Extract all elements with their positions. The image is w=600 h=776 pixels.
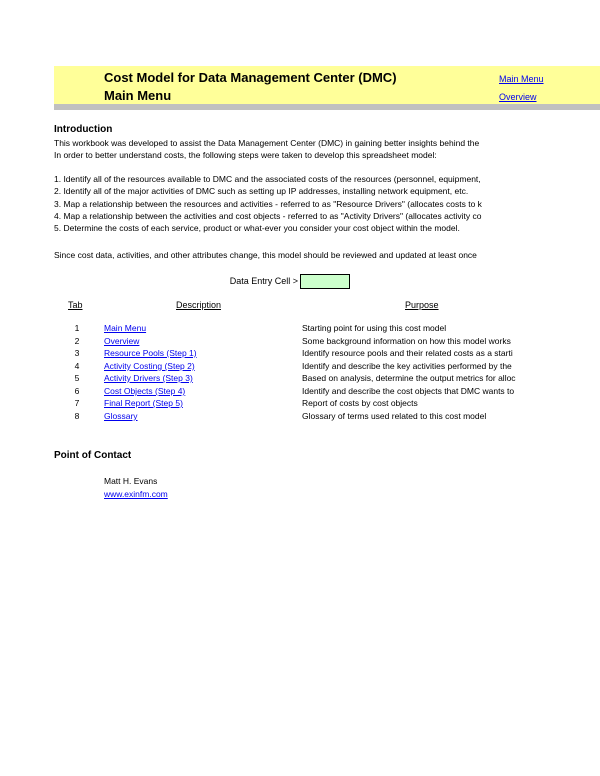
column-header-description: Description bbox=[176, 300, 222, 310]
tab-purpose: Identify and describe the cost objects that DMC wants to bbox=[302, 386, 515, 396]
tab-link-main-menu[interactable]: Main Menu bbox=[104, 323, 147, 333]
tab-link-final-report[interactable]: Final Report (Step 5) bbox=[104, 398, 183, 408]
column-header-tab: Tab bbox=[68, 300, 83, 310]
contact-website-link[interactable]: www.exinfm.com bbox=[104, 489, 168, 499]
tab-purpose: Identify and describe the key activities performed by the bbox=[302, 361, 512, 371]
overview-link[interactable]: Overview bbox=[499, 92, 537, 102]
intro-line: This workbook was developed to assist the Data Management Center (DMC) in gaining better insights behind the bbox=[54, 138, 480, 148]
tab-link-glossary[interactable]: Glossary bbox=[104, 411, 138, 421]
data-entry-cell[interactable] bbox=[300, 274, 350, 289]
tab-purpose: Based on analysis, determine the output metrics for alloc bbox=[302, 373, 516, 383]
tab-number: 6 bbox=[74, 386, 80, 396]
tab-number: 2 bbox=[74, 336, 80, 346]
tab-purpose: Glossary of terms used related to this cost model bbox=[302, 411, 487, 421]
tab-number: 5 bbox=[74, 373, 80, 383]
closing-note: Since cost data, activities, and other attributes change, this model should be reviewed and updated at least once bbox=[54, 250, 477, 260]
tab-purpose: Some background information on how this model works bbox=[302, 336, 511, 346]
tab-link-cost-objects[interactable]: Cost Objects (Step 4) bbox=[104, 386, 186, 396]
tab-link-overview[interactable]: Overview bbox=[104, 336, 140, 346]
tab-purpose: Starting point for using this cost model bbox=[302, 323, 447, 333]
data-entry-label: Data Entry Cell > bbox=[229, 276, 298, 286]
page-subtitle: Main Menu bbox=[104, 88, 172, 103]
contact-heading: Point of Contact bbox=[54, 450, 132, 461]
introduction-heading: Introduction bbox=[54, 124, 113, 135]
step-line: 2. Identify all of the major activities of DMC such as setting up IP addresses, installing network equipment, etc. bbox=[54, 186, 469, 196]
intro-line: In order to better understand costs, the following steps were taken to develop this spreadsheet model: bbox=[54, 150, 437, 160]
page-title: Cost Model for Data Management Center (DMC) bbox=[104, 70, 397, 85]
step-line: 5. Determine the costs of each service, product or what-ever you consider your cost object within the model. bbox=[54, 223, 460, 233]
main-menu-link[interactable]: Main Menu bbox=[499, 74, 544, 84]
tab-link-resource-pools[interactable]: Resource Pools (Step 1) bbox=[104, 348, 197, 358]
tab-number: 1 bbox=[74, 323, 80, 333]
step-line: 1. Identify all of the resources available to DMC and the associated costs of the resources (personnel, equipment, bbox=[54, 174, 481, 184]
tab-purpose: Identify resource pools and their related costs as a starti bbox=[302, 348, 513, 358]
tab-number: 7 bbox=[74, 398, 80, 408]
header-shadow-strip bbox=[54, 104, 600, 110]
contact-name: Matt H. Evans bbox=[104, 476, 158, 486]
tab-link-activity-drivers[interactable]: Activity Drivers (Step 3) bbox=[104, 373, 193, 383]
tab-number: 3 bbox=[74, 348, 80, 358]
column-header-purpose: Purpose bbox=[405, 300, 439, 310]
step-line: 4. Map a relationship between the activities and cost objects - referred to as "Activity Drivers" (allocates activity co bbox=[54, 211, 482, 221]
tab-number: 8 bbox=[74, 411, 80, 421]
tab-link-activity-costing[interactable]: Activity Costing (Step 2) bbox=[104, 361, 195, 371]
step-line: 3. Map a relationship between the resources and activities - referred to as "Resource Drivers" (allocates costs to k bbox=[54, 199, 482, 209]
tab-purpose: Report of costs by cost objects bbox=[302, 398, 418, 408]
tab-number: 4 bbox=[74, 361, 80, 371]
